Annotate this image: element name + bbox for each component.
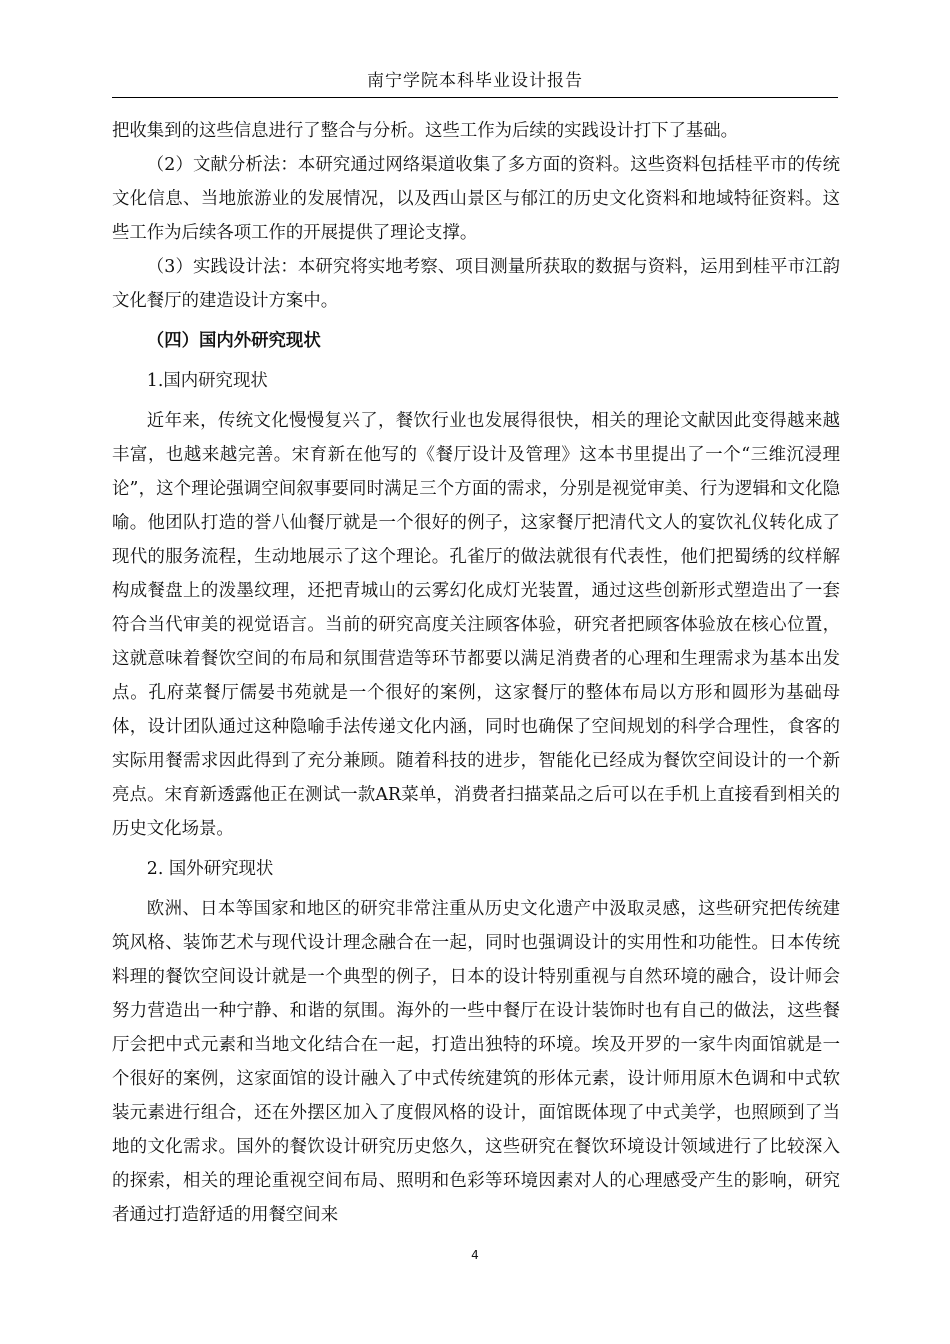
paragraph-foreign-research: 欧洲、日本等国家和地区的研究非常注重从历史文化遗产中汲取灵感，这些研究把传统建筑风格、装饰艺术与现代设计理念融合在一起，同时也强调设计的实用性和功能性。日本传统料理的餐饮空间设计就是一个典型的例子，日本的设计特别重视与自然环境的融合，设计师会努力营造出一种宁静、和谐的氛围。海外的一些中餐厅在设计装饰时也有自己的做法，这些餐厅会把中式元素和当地文化结合在一起，打造出独特的环境。埃及开罗的一家牛肉面馆就是一个很好的案例，这家面馆的设计融入了中式传统建筑的形体元素，设计师用原木色调和中式软装元素进行组合，还在外摆区加入了度假风格的设计，面馆既体现了中式美学，也照顾到了当地的文化需求。国外的餐饮设计研究历史悠久，这些研究在餐饮环境设计领域进行了比较深入的探索，相关的理论重视空间布局、照明和色彩等环境因素对人的心理感受产生的影响，研究者通过打造舒适的用餐空间来 [112, 899, 840, 1225]
paragraph-practice-method: （3）实践设计法：本研究将实地考察、项目测量所获取的数据与资料，运用到桂平市江韵文化餐厅的建造设计方案中。 [112, 257, 840, 311]
page-number: 4 [471, 1248, 479, 1262]
subsection-heading-foreign: 2. 国外研究现状 [146, 859, 274, 879]
section-heading: （四）国内外研究现状 [146, 331, 321, 351]
page-header: 南宁学院本科毕业设计报告 [112, 66, 838, 98]
subsection-heading-domestic: 1.国内研究现状 [146, 371, 268, 391]
document-body [112, 114, 840, 1232]
paragraph-literature-method: （2）文献分析法：本研究通过网络渠道收集了多方面的资料。这些资料包括桂平市的传统文化信息、当地旅游业的发展情况，以及西山景区与郁江的历史文化资料和地域特征资料。这些工作为后续各项工作的开展提供了理论支撑。 [112, 155, 840, 243]
paragraph-domestic-research: 近年来，传统文化慢慢复兴了，餐饮行业也发展得很快，相关的理论文献因此变得越来越丰富，也越来越完善。宋育新在他写的《餐厅设计及管理》这本书里提出了一个“三维沉浸理论”，这个理论强调空间叙事要同时满足三个方面的需求，分别是视觉审美、行为逻辑和文化隐喻。他团队打造的誉八仙餐厅就是一个很好的例子，这家餐厅把清代文人的宴饮礼仪转化成了现代的服务流程，生动地展示了这个理论。孔雀厅的做法就很有代表性，他们把蜀绣的纹样解构成餐盘上的泼墨纹理，还把青城山的云雾幻化成灯光装置，通过这些创新形式塑造出了一套符合当代审美的视觉语言。当前的研究高度关注顾客体验，研究者把顾客体验放在核心位置，这就意味着餐饮空间的布局和氛围营造等环节都要以满足消费者的心理和生理需求为基本出发点。孔府菜餐厅儒晏书苑就是一个很好的案例，这家餐厅的整体布局以方形和圆形为基础母体，设计团队通过这种隐喻手法传递文化内涵，同时也确保了空间规划的科学合理性，食客的实际用餐需求因此得到了充分兼顾。随着科技的进步，智能化已经成为餐饮空间设计的一个新亮点。宋育新透露他正在测试一款AR菜单，消费者扫描菜品之后可以在手机上直接看到相关的历史文化场景。 [112, 411, 840, 839]
paragraph-continuation: 把收集到的这些信息进行了整合与分析。这些工作为后续的实践设计打下了基础。 [112, 121, 739, 141]
